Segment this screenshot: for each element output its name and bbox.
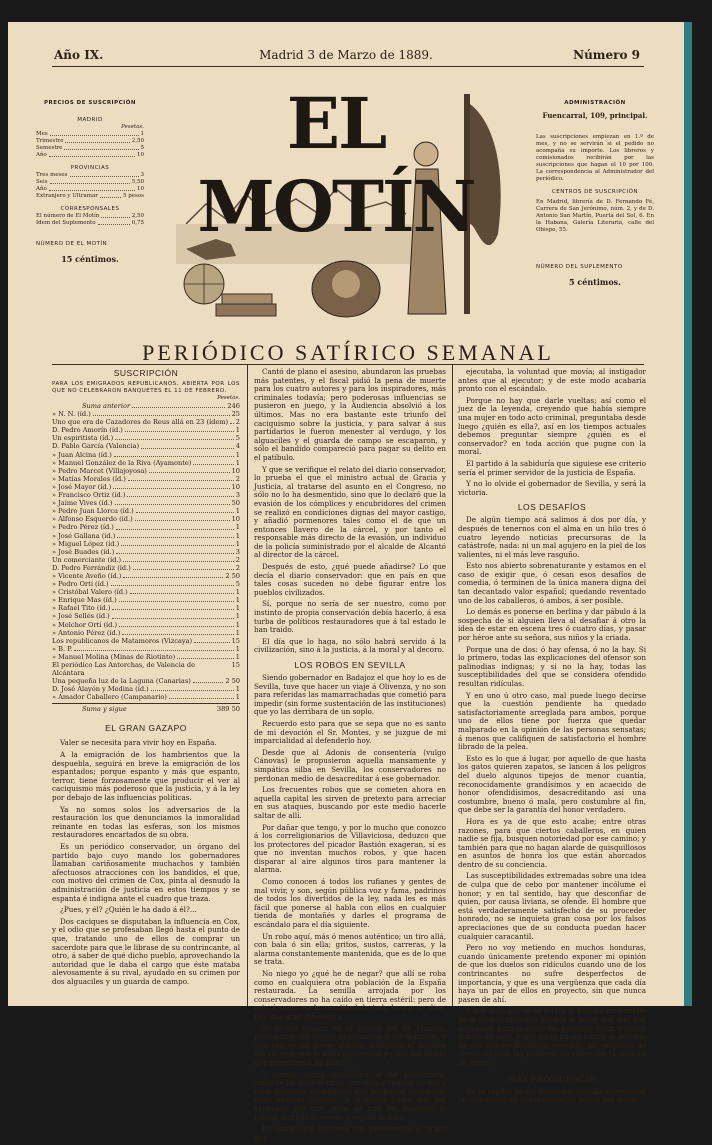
subscriber-amount: 1	[235, 523, 240, 532]
numero-price: 15 céntimos.	[61, 254, 119, 264]
subscriber-name: » Pedro Pérez (íd.)	[52, 523, 114, 532]
provincias-price-row	[36, 186, 144, 193]
subscriber-row	[52, 499, 240, 507]
article-paragraph: Y que pido que se se estafa al público preguntale de la satisfacción que tendría al saber que aun hay españoles para quienes las palabras valor y honor significan algo, y que no lo pasan nunca al servicio de sus susceptibilidades pueriles, sin perjuicio de cantar cuando las palabras no valen con la cosa va de veras.	[458, 1006, 646, 1067]
article-paragraph: Las susceptibilidades extremadas sobre una idea de culpa que de cebo por mantener incólume el honor; y en tal sentido, hay que desconfiar de quien, por causa liviana, se ofende. El hombre que está verdaderamente satisfecho de su proceder honrado, no se inquieta gran cosa por los falsos apreciaciones que de su conducta puedan hacer cualquier caracantil.	[458, 871, 646, 941]
subscriber-amount: 10	[231, 466, 240, 475]
article-paragraph: El partido á la sabiduría que siguiese ese criterio sería el primer servidor de la justicia de España.	[458, 458, 646, 477]
subscriber-amount: 10	[231, 482, 240, 491]
gazapo-continued	[254, 368, 446, 655]
madrid-price-row-value: 10	[137, 152, 144, 158]
subscriber-name: D. José Alayón y Medina (íd.)	[52, 685, 149, 694]
subscriber-name: D. Pedro Amorín (íd.)	[52, 426, 123, 435]
gazapo-heading: EL GRAN GAZAPO	[105, 723, 187, 734]
article-paragraph: Y en uno ú otro caso, mal puede luego decirse que la cuestión pendiente ha quedado satisfactoriamente arreglada para ambos, porque uno de ellos tiene por fuerza que quedar malparado en la opinión de las personas sensatas; á menos que califiquen de satisfactorio el hombre librado de la pelea.	[458, 690, 646, 752]
provincias-price-row-value: 5,50	[131, 179, 144, 185]
subscriber-name: » Miguel López (íd.)	[52, 539, 120, 548]
provincias-price-rows	[36, 172, 144, 200]
article-paragraph: Como conocen á todos los rufianes y gentes de mal vivir, y son, según pública voz y fama, padrinos de todos los divertidos de la ley, nada les es más fácil que ponerse al habla con ellos en cualquier tienda de montañés y darles el programa de escándalo para el día siguiente.	[254, 877, 446, 930]
subscriber-row	[52, 451, 240, 459]
subscriber-row	[52, 637, 240, 645]
subscriber-amount: 3	[235, 547, 240, 556]
article-paragraph: Un robo aquí, más ó menos auténtico; un tiro allá, con bala ó sin ella; gritos, sustos, carreras, y la alarma constantemente mantenida, que es de lo que se trata.	[254, 931, 446, 967]
subscriber-name: Los republicanos de Matamoros (Vizcaya)	[52, 636, 193, 645]
article-paragraph: ejecutaba, la voluntad que movía; al instigador antes que al ejecutor; y de este modo acabaría pronto con el escándalo.	[458, 367, 646, 394]
subscriber-name: » José Mayor (íd.)	[52, 482, 112, 491]
subscriber-amount: 2	[235, 474, 240, 483]
prices-heading: PRECIOS DE SUSCRIPCIÓN	[44, 100, 136, 106]
subscriber-row	[52, 491, 240, 499]
subscriber-amount: 1	[235, 628, 240, 637]
subscriber-row	[52, 604, 240, 612]
subscriber-amount: 2 50	[225, 571, 240, 580]
madrid-price-row-value: 1	[140, 131, 144, 137]
subscriber-amount: 1	[235, 426, 240, 435]
robos-continued	[458, 368, 646, 497]
administration-box	[536, 100, 654, 287]
desafios-heading: LOS DESAFÍOS	[517, 502, 587, 513]
suscripcion-heading: SUSCRIPCIÓN	[113, 368, 179, 378]
madrid-price-row-label: Mes	[36, 131, 48, 137]
subscriber-amount: 1	[235, 693, 240, 702]
robos-article	[254, 674, 446, 1142]
provincias-price-row-value: 5 pesos	[123, 193, 144, 199]
article-paragraph: Los frecuentes robos que se cometen ahora en aquella capital les sirven de pretexto para arreciar en sus ataques, buscando por este medio hacerle saltar de allí.	[254, 785, 446, 820]
subscriber-amount: 1	[235, 652, 240, 661]
subscriber-row	[52, 596, 240, 604]
subscriber-name: » B. P.	[52, 644, 73, 653]
subscriber-amount: 246	[227, 402, 240, 410]
suscripcion-pesetas-label: Pesetas.	[217, 395, 240, 401]
provincias-price-row-label: Seis	[36, 179, 48, 185]
provincias-price-row	[36, 172, 144, 179]
madrid-price-row	[36, 138, 144, 145]
madrid-price-row	[36, 152, 144, 159]
madrid-price-row	[36, 131, 144, 138]
madrid-price-row-label: Trimestre	[36, 138, 64, 144]
article-paragraph: Ya no somos solos los adversarios de la restauración los que denunciamos la inmoralidad reinante en todas las esferas, son los mismos restauradores encartados de su obra.	[52, 804, 240, 840]
madrid-price-row-label: Año	[36, 152, 47, 158]
suscripcion-intro: PARA LOS EMIGRADOS REPUBLICANOS, ABIERTA POR LOS QUE NO CELEBRARON BANQUETES EL 11 DE FEBRERO.	[52, 381, 240, 394]
article-paragraph: Porque una de dos: ó hay ofensa, ó no la hay. Si lo primero, todas las explicaciones del ofensor son palinodias indignas; y si no la hay, todas las susceptibilidades del que se considera ofendido resultan ridículas.	[458, 644, 646, 688]
column-2	[254, 364, 446, 1145]
provincias-price-row	[36, 193, 144, 200]
corresponsales-label: CORRESPONSALES	[60, 206, 120, 212]
article-paragraph: Si yo me hallara en el puesto del Sr. Montes, perseguiría sin tregua ni descanso á los ladrones, y una vez en mi poder alguno, indagaría el nombre del cacique que le daba protección y ¡zas! del diablo que prendiera á mi pillo!	[254, 1023, 446, 1067]
total-value: 389 50	[216, 705, 240, 714]
providencia-heading: ¡HAY PROVIDENCIA!	[506, 1073, 598, 1084]
subscriber-name: » Francisco Ortiz (íd.)	[52, 491, 126, 500]
admin-address: Fuencarral, 109, principal.	[542, 111, 648, 120]
article-paragraph: Desde que al Adonis de consentería (vulgo Cánovas) le propusieron aquella mansamente y simpática silba en Sevilla, los conservadores no perdonan medio de desacreditar á ese gobernador.	[254, 747, 446, 783]
subscriber-row	[52, 548, 240, 556]
subscriber-amount: 25	[231, 410, 240, 419]
article-paragraph: De algún tiempo acá salimos á dos por día, y después de tenernos con el alma en un hilo tres ó cuatro leyendo noticias precursoras de la catástrofe, nada: ni un mal agujero en la piel de los valientes, ni el más leve rasguño.	[458, 515, 646, 559]
subscriber-name: » Amador Caballero (Campanario)	[52, 693, 167, 702]
madrid-price-row-value: 2,50	[131, 138, 144, 144]
centros-text: En Madrid, librería de D. Fernando Fé, Carrera de San Jerónimo, núm. 2, y de D. Antonio San Martín, Puerta del Sol, 6. En la Habana, Galería Literaria, calle del Obispo, 55.	[536, 199, 654, 233]
subscriber-row	[52, 645, 240, 653]
column-3	[458, 364, 646, 1108]
corresponsales-price-row-value: 2,50	[131, 213, 144, 219]
newspaper-title: EL MOTÍN	[197, 82, 475, 248]
corresponsales-price-row-value: 0,75	[131, 220, 144, 226]
desafios-article	[458, 516, 646, 1067]
subscriber-name: Suma anterior	[82, 402, 131, 410]
issue-year: Año IX.	[54, 48, 104, 62]
suscripcion-total	[52, 703, 240, 713]
newspaper-subtitle: PERIÓDICO SATÍRICO SEMANAL	[142, 340, 554, 365]
article-paragraph: A la emigración de los hambrientos que la despuebla, seguirá en breve la emigración de los espantados; porque espanto y más que espanto, terror, tiene forzosamente que producir el ver al caciquismo más poderoso que la justicia, y á la ley por debajo de las influencias políticas.	[52, 750, 240, 803]
subscriber-row	[52, 475, 240, 483]
subscriber-name: » Cristóbal Valero (íd.)	[52, 588, 128, 597]
subscriber-name: » Vicente Aveño (íd.)	[52, 571, 122, 580]
header-rule	[52, 66, 644, 67]
provincias-price-row-value: 10	[137, 186, 144, 192]
subscriber-amount: 1	[235, 604, 240, 613]
subscriber-row	[52, 661, 240, 677]
article-paragraph: Siendo gobernador en Badajoz el que hoy lo es de Sevilla, tuve que hacer un viaje á Olivenza, y no son para referidas las mamarrachadas que cometió para impedir (sin forme sustentación de las instituciones) que yo las derribara de un soplo.	[254, 673, 446, 717]
suplemento-label: NÚMERO DEL SUPLEMENTO	[536, 264, 623, 270]
madrid-price-rows	[36, 131, 144, 159]
subscriber-name: » Manuel González de la Riva (Ayamonte)	[52, 458, 192, 467]
pesetas-label: Pesetas.	[121, 124, 144, 130]
subscriber-row	[52, 629, 240, 637]
subscriber-name: Un comerciante (íd.)	[52, 555, 122, 564]
subscriber-amount: 1	[235, 531, 240, 540]
subscriber-amount: 1	[235, 596, 240, 605]
provincias-price-row-label: Extranjero y Ultramar	[36, 193, 98, 199]
article-paragraph: El día que lo haga, no sólo habrá servido á la civilización, sino á la justicia, á la moral y al decoro.	[254, 636, 446, 655]
corresponsales-price-row-label: El número de El Motín	[36, 213, 100, 219]
subscriber-name: » José Gallana (íd.)	[52, 531, 116, 540]
subscriber-name: » Manuel Molina (Minas de Riotinto)	[52, 652, 176, 661]
article-paragraph: Dos caciques se disputaban la influencia en Cox, y el odio que se profesaban llegó hasta el punto de que, tratando uno de ellos de comprar un sacerdote para que le librase de su contrincante, al otro, á saber de qué dicho pueblo, aprovechando la autoridad que le daba el cargo que éste mataba alevosamente á su rival, ayudado en su crimen por dos alguaciles y un guarda de campo.	[52, 916, 240, 986]
article-paragraph: Recuerdo esto para que se sepa que no es santo de mi devoción el Sr. Montes, y se juzgue de mi imparcialidad al defenderlo hoy.	[254, 718, 446, 746]
article-paragraph: Valer se necesita para vivir hoy en España.	[60, 738, 217, 748]
subscriber-amount: 10	[231, 515, 240, 524]
column-divider-2	[452, 364, 453, 1006]
subscriber-amount: 1	[235, 685, 240, 694]
subscriber-row	[52, 677, 240, 685]
gazapo-article	[52, 739, 240, 986]
subscriber-name: » Matías Morales (íd.)	[52, 474, 126, 483]
subscriber-amount: 15	[231, 636, 240, 645]
article-paragraph: Sí, porque no sería de ser nuestro, como por instinto de propia conservación debía hacerlo, á esa turba de políticos restauradores que á tal estado le han traído.	[254, 599, 446, 635]
subscriber-amount: 1	[235, 620, 240, 629]
subscriber-row	[52, 426, 240, 434]
madrid-price-row-value: 5	[140, 145, 144, 151]
article-paragraph: Cantó de plano el asesino, abundaron las pruebas más patentes, y el fiscal pidió la pena de muerte para los cuatro autores y para los inspiradores, más criminales todavía; pero poderosas influencias se pusieron en juego, y la Audiencia absolvió á los últimos. Mas no era bastante este triunfo del caciquismo sobre la justicia, y para salvar á sus partidarios le fueron menester al verdugo, y los alguaciles y el guarda de campo se escaparon, y sólo el bandido compareció para pagar su delito en el patíbulo.	[254, 367, 446, 462]
provincias-price-row-value: 3	[140, 172, 144, 178]
article-paragraph: En suma, que buscaría con preferencia al brazo que	[254, 1124, 446, 1142]
column-1	[52, 364, 240, 990]
subscriber-row	[52, 556, 240, 564]
newspaper-page	[8, 22, 684, 1142]
subscriber-name: » Rafael Tito (íd.)	[52, 604, 111, 613]
subscriber-name: » Juan Alcina (íd.)	[52, 450, 112, 459]
subscriber-row	[52, 515, 240, 523]
subscriber-name: » Melchor Ortí (íd.)	[52, 620, 118, 629]
admin-heading: ADMINISTRACIÓN	[564, 100, 626, 106]
subscriber-amount: 1	[235, 644, 240, 653]
subscriber-name: » José Buades (íd.)	[52, 547, 115, 556]
corresponsales-price-row	[36, 213, 144, 220]
admin-text: Las suscripciones empiezan en 1.º de mes, y no se servirán si el pedido no acompaña su importe. Los libreros y comisionados recibirán por las suscripciones que hagan el 10 por 100. La correspondencia al Administrador del periódico.	[536, 134, 654, 182]
subscription-prices-box	[36, 100, 144, 264]
subscriber-amount: 1	[235, 450, 240, 459]
article-paragraph: Esto es lo que á lugar, por aquello de que hasta los gatos quieren zapatos, se lancen á los peligros del duelo algunos tipejos de menor cuantía, reconocidamente grandísimos y en acaecido de honor ofendidísimos, desacreditando así una costumbre, bueno ó mala, pero costumbre al fin, que debe ser la garantía del honor verdadero.	[458, 753, 646, 815]
subscriber-name: » José Sellés (íd.)	[52, 612, 110, 621]
article-paragraph: Después de esto, ¿qué puede añadirse? Lo que decía el diario conservador: que en país en que tales cosas suceden no debe figurar entre los pueblos civilizados.	[254, 562, 446, 597]
subscriber-amount: 1	[235, 539, 240, 548]
subscriber-amount: 2	[235, 563, 240, 572]
subscriber-amount: 2 50	[225, 677, 240, 686]
subscriber-row	[52, 580, 240, 588]
numero-label: NÚMERO DE EL MOTÍN	[36, 241, 108, 247]
subscriber-row	[52, 410, 240, 418]
subscriber-name: Uno que era de Cazadores de Reus allá en 23 (ídem)	[52, 418, 229, 427]
subscriber-amount: 1	[235, 612, 240, 621]
subscriber-amount: 50	[231, 499, 240, 508]
centros-heading: CENTROS DE SUSCRIPCIÓN	[551, 189, 639, 195]
total-label: Suma y sigue	[82, 705, 127, 714]
article-paragraph: Lo demás es ponerse en berlina y dar pábulo á la sospecha de si alguien lleva al desafiar á otro la idea de estar en escena tres ó cuatro días, y pasar por héroe ante su señora, sus niños y la criada.	[458, 607, 646, 643]
subscriber-row	[52, 467, 240, 475]
provincias-label: PROVINCIAS	[70, 165, 110, 171]
subscriber-amount: 1	[235, 507, 240, 516]
subscriber-amount: 5	[235, 434, 240, 443]
article-paragraph: Por dañar que tengo, y por lo mucho que conozco á los correligionarios de Villaviciosa, deduzco que los protectores del picador Bastión exageran, sí es que no inventan muchos robos, y que hacen disparar al aire algunos tiros para mantener la alarma.	[254, 822, 446, 875]
subscriber-name: D. Pedro Ferrándiz (íd.)	[52, 563, 131, 572]
subscriber-name: » Pedro Ortí (íd.)	[52, 580, 109, 589]
subscriber-row	[52, 459, 240, 467]
provincias-price-row-label: Tres meses	[36, 172, 68, 178]
subscriber-row	[52, 540, 240, 548]
providencia-paragraph: De la capilla de las Doncellas (capilla inverosímil en una catedral) desaparecieron nueve mil duros.	[458, 1086, 646, 1105]
subscriber-name: » Pedro Juan Llorca (íd.)	[52, 507, 134, 516]
subscriber-amount: 2	[235, 418, 240, 427]
subscriber-amount: 3	[235, 491, 240, 500]
subscriber-row	[52, 685, 240, 693]
subscriber-row	[52, 507, 240, 515]
page-edge	[684, 22, 692, 1006]
subscriber-name: » Antonio Pérez (íd.)	[52, 628, 121, 637]
subscriber-row	[52, 434, 240, 442]
subscriber-row	[52, 418, 240, 426]
subscriber-name: » Alfonso Esquerdo (íd.)	[52, 515, 133, 524]
subscriber-row	[52, 588, 240, 596]
subscriber-row	[52, 442, 240, 450]
article-paragraph: Hora es ya de que esto acabe; entre otras razones, para que ciertos caballeros, en quien nadie se fija, busquen notoriedad por ese camino; y también para que no hagan alarde de quisquillosos en asuntos de honra los que están ahorcados dentro de su conciencia.	[458, 816, 646, 869]
provincias-price-row-label: Año	[36, 186, 47, 192]
robos-heading: LOS ROBOS EN SEVILLA	[294, 660, 406, 670]
article-paragraph: No niego yo ¿qué he de negar? que allí se roba como en cualquiera otra población de la España restaurada. La semilla arrojada por los conservadores no ha caído en tierra estéril: pero de esto á creer en la exactitud de todo lo que se dice, hay una gran diferencia.	[254, 969, 446, 1021]
corresponsales-price-row-label: Idem del Suplemento	[36, 220, 96, 226]
subscriber-row	[52, 564, 240, 572]
madrid-price-row	[36, 145, 144, 152]
suplemento-price: 5 céntimos.	[569, 277, 621, 287]
subscriber-list	[52, 402, 240, 701]
subscriber-row	[52, 653, 240, 661]
article-paragraph: Esto nos abierto sobrenaturante y estamos en el caso de exigir que, ó cesan esos desafíos de comedia, ó terminen de la única manera digna del tan decantado valor español; quedando reventado uno de los caballeros, ó ambos, á ser posible.	[458, 561, 646, 605]
issue-date: Madrid 3 de Marzo de 1889.	[259, 48, 433, 62]
article-paragraph: ¿Pues, y él? ¿Quién le ha dado á él?...	[60, 905, 197, 915]
article-paragraph: Pero no voy metiendo en muchos honduras, cuando únicamente pretendo exponer mi opinión de que los duelos son ridículos cuando uno de los contrincantes no sufre desperfectos de importancia, y que es una vergüenza que cada día haya un par de ellos en proyecto, sin que nunca pasen de ahí.	[458, 943, 646, 1004]
subscriber-name: El periódico Las Antorchas, de Valencia de Alcántara	[52, 661, 195, 678]
subscriber-amount: 4	[235, 442, 240, 451]
subscriber-row	[52, 612, 240, 620]
subscriber-amount: 1	[235, 458, 240, 467]
subscriber-name: Un espiritista (íd.)	[52, 434, 114, 443]
subscriber-row	[52, 523, 240, 531]
article-paragraph: Y que se verifique el relato del diario conservador, lo prueba el que el ministro actual de Gracia y Justicia, al tratarse del asunto en el Congreso, no sólo no lo ha desmentido, sino que lo declaró que la evasión de los cómplices y encubridores del crimen se realizó en condiciones dignas del mayor castigo, y añadió pormenores tales como el de que un entonces llavero de la cárcel, y por tanto el responsable más directo de la evasión, un individuo de la policía suministrado por el alcalde de Alcantó al director de la cárcel.	[254, 464, 446, 560]
subscriber-row	[52, 693, 240, 701]
subscriber-name: » Jaime Vives (íd.)	[52, 499, 113, 508]
article-paragraph: Es un periódico conservador, un órgano del partido bajo cuyo mando los gobernadores llamaban cariñosamente muchachos y también afectuosos atracciones con los bandidos, el que, con motivo del crimen de Cox, pinta al desnudo la administración de justicia en estos tiempos y se espanta é indigna ante el cuadro que traza.	[52, 842, 240, 903]
subscriber-row	[52, 572, 240, 580]
issue-number: Número 9	[573, 48, 640, 62]
subscriber-amount: 5	[235, 580, 240, 589]
subscriber-row	[52, 621, 240, 629]
corresponsales-price-rows	[36, 213, 144, 227]
subscriber-row	[52, 532, 240, 540]
subscriber-name: » N. N. (íd.)	[52, 410, 91, 419]
subscriber-name: Una pequeña luz de la Laguna (Canarias)	[52, 677, 191, 686]
subscriber-amount: 1	[235, 588, 240, 597]
provincias-price-row	[36, 179, 144, 186]
subscriber-amount: 15	[231, 661, 240, 669]
subscriber-name: D. Pablo García (Valencia)	[52, 442, 140, 451]
subscriber-row	[52, 483, 240, 491]
madrid-price-row-label: Semestre	[36, 145, 63, 151]
subscriber-name: » Enrique Mas (íd.)	[52, 596, 117, 605]
subscriber-row	[52, 402, 240, 410]
article-paragraph: Y cuando algún ciudadano se me presentara, como se ha dado el caso, con reloj y cadena de oro y capa flamante, diciéndome que acababan de robarle unas cuantas pesetas, lo trincaría hasta que me explicase por qué regla de tres los ladrones le habían quitado lo menos y dejado lo más.	[254, 1069, 446, 1122]
column-divider-1	[247, 364, 248, 1006]
article-paragraph: Y no lo olvide el gobernador de Sevilla, y será la victoria.	[458, 479, 646, 497]
madrid-label: MADRID	[77, 117, 103, 123]
subscriber-amount: 2	[235, 555, 240, 564]
article-paragraph: Porque no hay que darle vueltas; así como el juez de la leyenda, creyendo que había siempre una mujer en todo acto criminal, preguntaba desde luego ¿quién es ella?, así en los tiempos actuales debemos preguntar siempre ¿quién es el conservador? en toda acción que pugne con la moral.	[458, 395, 646, 457]
subscriber-name: » Pedro Marcet (Villajoyosa)	[52, 466, 147, 475]
corresponsales-price-row	[36, 220, 144, 227]
